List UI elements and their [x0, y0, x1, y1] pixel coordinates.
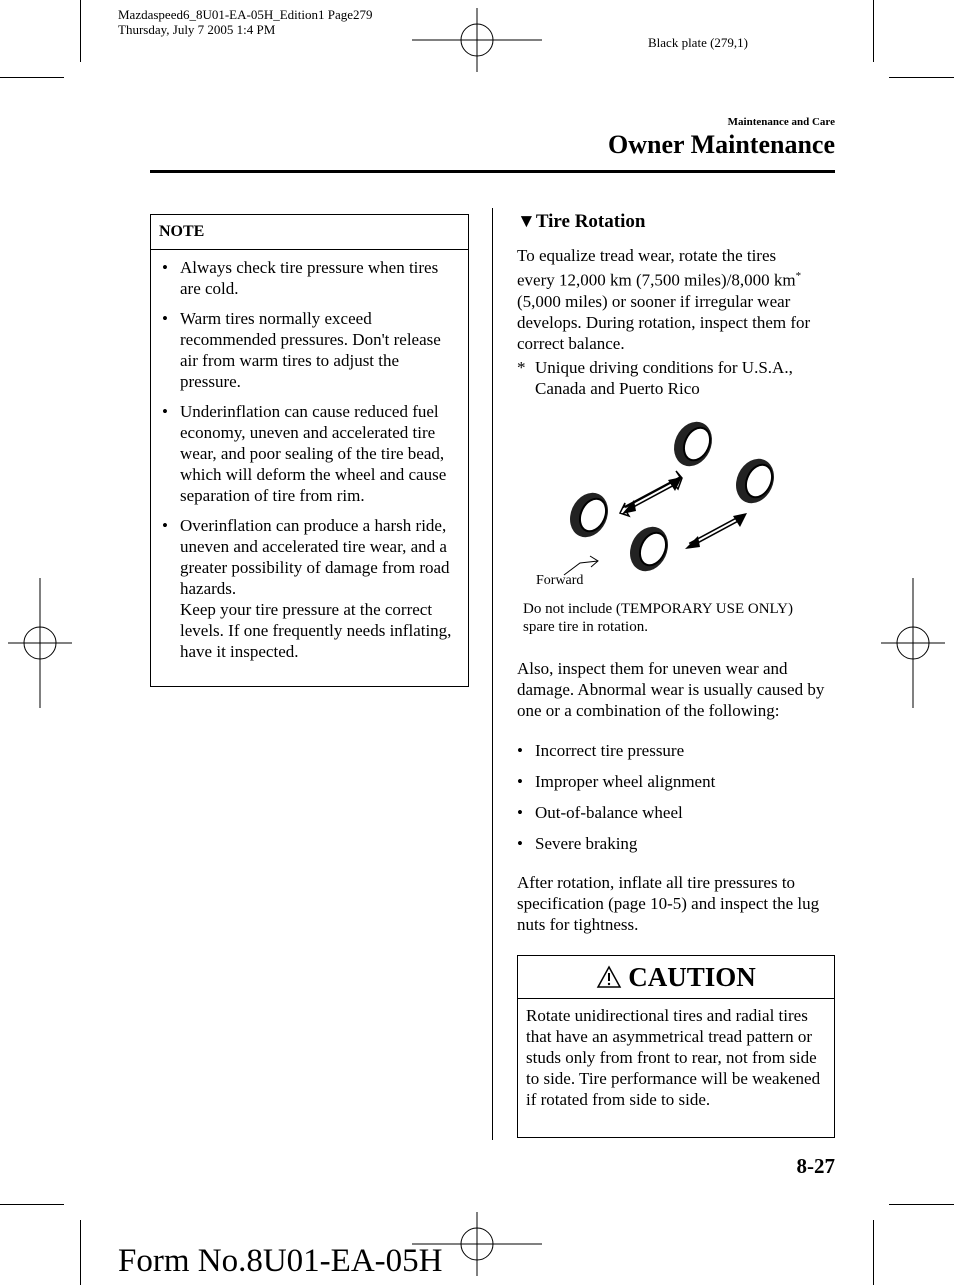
footnote — [517, 357, 835, 399]
crop-mark — [80, 1220, 81, 1285]
tire-icon — [667, 416, 719, 473]
page-title: Owner Maintenance — [608, 130, 835, 159]
note-item-extra: Keep your tire pressure at the correct levels. If one frequently needs inflating, have it inspected. — [180, 600, 452, 661]
section-label: Maintenance and Care — [727, 116, 835, 128]
tire-icon — [563, 487, 615, 544]
caution-header — [518, 956, 834, 999]
cause-item: • Incorrect tire pressure — [506, 740, 826, 761]
crop-mark — [80, 0, 81, 62]
caution-text: Rotate unidirectional tires and radial tires that have an asymmetrical tread pattern or studs only from front to rear, not from side to side. Tire performance will be weakened if rotated from side to side. — [526, 1006, 821, 1109]
registration-mark-icon — [8, 578, 72, 708]
plate-label: Black plate (279,1) — [648, 35, 748, 50]
forward-label: Forward — [536, 573, 584, 588]
warning-triangle-icon — [596, 965, 622, 989]
file-line: Mazdaspeed6_8U01-EA-05H_Edition1 Page279 — [118, 7, 373, 22]
crop-mark — [0, 77, 64, 78]
rotation-paragraph — [517, 245, 817, 354]
asterisk-mark: * — [795, 270, 802, 282]
crop-mark — [889, 1204, 954, 1205]
cause-item: • Severe braking — [506, 833, 826, 854]
cause-item: • Improper wheel alignment — [506, 771, 826, 792]
cause-item: • Out-of-balance wheel — [506, 802, 826, 823]
note-list — [151, 250, 468, 662]
crop-mark — [873, 1220, 874, 1285]
tire-icon — [729, 453, 781, 510]
note-box — [150, 214, 469, 687]
date-line: Thursday, July 7 2005 1:4 PM — [118, 22, 276, 37]
note-item: • Always check tire pressure when tires are cold. — [151, 257, 462, 299]
rotation-arrow-icon — [620, 471, 682, 516]
tire-icon — [623, 521, 675, 578]
crop-mark — [889, 77, 954, 78]
crop-mark — [0, 1204, 64, 1205]
note-item: • Warm tires normally exceed recommended pressures. Don't release air from warm tires to adjust the pressure. — [151, 308, 462, 392]
tire-rotation-diagram — [530, 415, 790, 595]
note-item: • Underinflation can cause reduced fuel economy, uneven and accelerated tire wear, and poor sealing of the tire bead, which will deform the wheel and cause separation of tire from rim. — [151, 401, 462, 506]
caution-box — [517, 955, 835, 1138]
footnote-text: Unique driving conditions for U.S.A., Canada and Puerto Rico — [535, 358, 793, 398]
registration-mark-icon — [881, 578, 945, 708]
note-heading: NOTE — [151, 215, 468, 250]
header-rule — [150, 170, 835, 173]
figure-caption: Do not include (TEMPORARY USE ONLY) spare tire in rotation. — [523, 601, 794, 635]
after-rotation-paragraph: After rotation, inflate all tire pressures to specification (page 10-5) and inspect the lug nuts for tightness. — [517, 873, 820, 934]
paragraph-text: (5,000 miles) or sooner if irregular wear develops. During rotation, inspect them for correct balance. — [517, 291, 811, 353]
note-item — [151, 515, 462, 662]
triangle-marker-icon: ▼ — [517, 211, 536, 232]
form-number: Form No.8U01-EA-05H — [118, 1243, 443, 1279]
note-item-text: Overinflation can produce a harsh ride, uneven and accelerated tire wear, and a greater possibility of damage from road hazards. — [180, 516, 450, 598]
crop-mark — [873, 0, 874, 62]
rotation-arrow-icon — [685, 513, 747, 549]
paragraph-text: To equalize tread wear, rotate the tires every 12,000 km (7,500 miles)/8,000 km — [517, 246, 796, 290]
tire-rotation-heading — [517, 211, 645, 233]
registration-mark-icon — [412, 8, 542, 72]
heading-text: Tire Rotation — [535, 211, 646, 232]
wear-causes-list — [506, 740, 826, 864]
column-divider — [492, 208, 493, 1140]
inspection-paragraph: Also, inspect them for uneven wear and damage. Abnormal wear is usually caused by one or a combination of the following: — [517, 659, 825, 720]
print-file-info — [118, 7, 373, 37]
caution-heading: CAUTION — [628, 961, 756, 992]
page-number: 8-27 — [796, 1154, 835, 1178]
footnote-mark: * — [517, 358, 526, 377]
